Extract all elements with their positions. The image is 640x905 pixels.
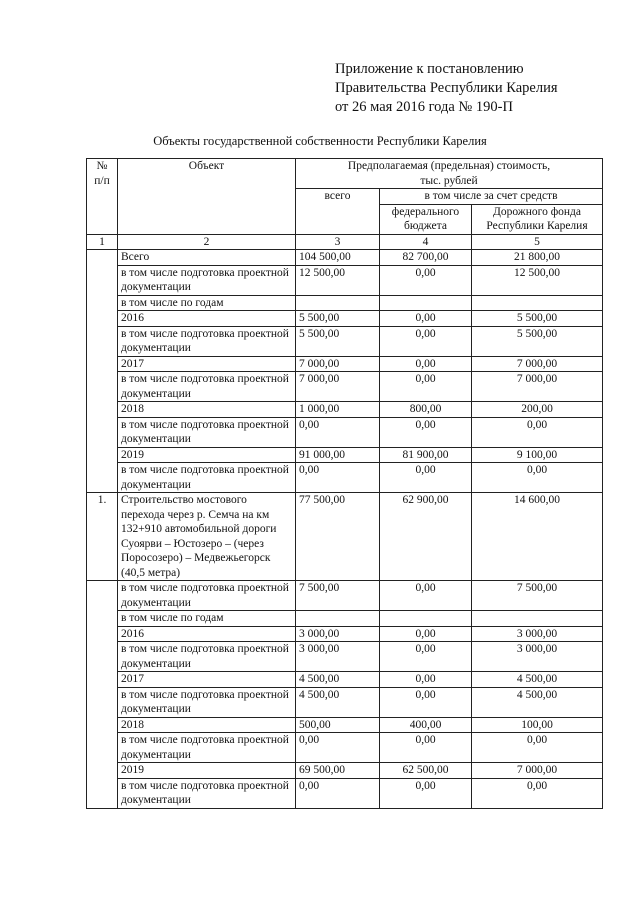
row-road-fund: 0,00 — [472, 417, 603, 447]
row-road-fund: 3 000,00 — [472, 626, 603, 642]
table-row — [87, 717, 603, 733]
column-number: 2 — [118, 234, 296, 250]
row-federal: 0,00 — [380, 356, 472, 372]
header-federal — [380, 204, 472, 234]
column-number: 5 — [472, 234, 603, 250]
row-road-fund: 7 000,00 — [472, 372, 603, 402]
row-road-fund — [472, 611, 603, 627]
row-label: в том числе подготовка проектной документации — [118, 326, 296, 356]
row-federal — [380, 611, 472, 627]
row-federal: 800,00 — [380, 402, 472, 418]
row-total: 4 500,00 — [296, 687, 380, 717]
header-num-text: № п/п — [94, 160, 110, 187]
row-road-fund: 7 500,00 — [472, 581, 603, 611]
row-federal: 0,00 — [380, 326, 472, 356]
row-federal: 62 500,00 — [380, 763, 472, 779]
row-road-fund: 5 500,00 — [472, 326, 603, 356]
row-label: 2018 — [118, 402, 296, 418]
table-row — [87, 626, 603, 642]
table-row — [87, 356, 603, 372]
table-row — [87, 326, 603, 356]
empty-num-cell — [87, 250, 118, 493]
header-object: Объект — [118, 159, 296, 235]
row-road-fund: 4 500,00 — [472, 672, 603, 688]
header-federal-text: федерального бюджета — [391, 205, 460, 232]
row-total: 0,00 — [296, 778, 380, 808]
row-federal: 0,00 — [380, 372, 472, 402]
row-federal: 0,00 — [380, 311, 472, 327]
row-label: 2019 — [118, 763, 296, 779]
row-road-fund: 5 500,00 — [472, 311, 603, 327]
row-label: 2016 — [118, 311, 296, 327]
row-federal: 0,00 — [380, 417, 472, 447]
row-road-fund: 3 000,00 — [472, 642, 603, 672]
row-federal: 0,00 — [380, 642, 472, 672]
header-num — [87, 159, 118, 235]
table-row — [87, 372, 603, 402]
header-total: всего — [296, 189, 380, 235]
table-row — [87, 733, 603, 763]
row-federal — [380, 295, 472, 311]
row-label: в том числе подготовка проектной документации — [118, 372, 296, 402]
row-label: в том числе по годам — [118, 611, 296, 627]
row-total — [296, 295, 380, 311]
row-label: 2016 — [118, 626, 296, 642]
row-road-fund: 7 000,00 — [472, 763, 603, 779]
table-row — [87, 402, 603, 418]
row-total: 4 500,00 — [296, 672, 380, 688]
table-row — [87, 417, 603, 447]
object-num: 1. — [87, 493, 118, 581]
header-road-fund-text: Дорожного фонда Республики Карелия — [486, 205, 588, 232]
row-federal: 0,00 — [380, 687, 472, 717]
document-title: Объекты государственной собственности Республики Карелия — [153, 134, 487, 148]
empty-num-cell — [87, 581, 118, 809]
header-cost — [296, 159, 603, 189]
attachment-line-1: Приложение к постановлению — [335, 61, 524, 77]
row-label: 2019 — [118, 447, 296, 463]
object-road-fund: 14 600,00 — [472, 493, 603, 581]
row-road-fund: 12 500,00 — [472, 265, 603, 295]
column-number: 1 — [87, 234, 118, 250]
table-row — [87, 311, 603, 327]
row-total: 3 000,00 — [296, 626, 380, 642]
attachment-line-2: Правительства Республики Карелия — [335, 80, 558, 96]
row-federal: 82 700,00 — [380, 250, 472, 266]
row-federal: 0,00 — [380, 626, 472, 642]
column-number: 3 — [296, 234, 380, 250]
row-total: 12 500,00 — [296, 265, 380, 295]
object-name: Строительство мостового перехода через р. Семча на км 132+910 автомобильной дороги Суоярви – Юстозеро – (через Поросозеро) – Медвежьегорск (40,5 метра) — [118, 493, 296, 581]
object-row — [87, 493, 603, 581]
row-total: 0,00 — [296, 463, 380, 493]
attachment-line-3: от 26 мая 2016 года № 190-П — [335, 99, 513, 115]
row-total: 7 000,00 — [296, 372, 380, 402]
row-road-fund: 9 100,00 — [472, 447, 603, 463]
table-row — [87, 687, 603, 717]
row-federal: 0,00 — [380, 581, 472, 611]
row-federal: 0,00 — [380, 733, 472, 763]
row-road-fund: 4 500,00 — [472, 687, 603, 717]
row-federal: 0,00 — [380, 463, 472, 493]
row-label: 2017 — [118, 356, 296, 372]
table-row — [87, 265, 603, 295]
header-cost-text: Предполагаемая (предельная) стоимость, тыс. рублей — [347, 160, 551, 187]
row-label: в том числе подготовка проектной документации — [118, 642, 296, 672]
row-label: в том числе подготовка проектной документации — [118, 778, 296, 808]
row-road-fund: 0,00 — [472, 463, 603, 493]
row-label: в том числе подготовка проектной документации — [118, 687, 296, 717]
header-road-fund — [472, 204, 603, 234]
row-federal: 400,00 — [380, 717, 472, 733]
object-federal: 62 900,00 — [380, 493, 472, 581]
row-road-fund: 200,00 — [472, 402, 603, 418]
row-label: в том числе подготовка проектной документации — [118, 581, 296, 611]
attachment-header — [335, 60, 558, 117]
object-total: 77 500,00 — [296, 493, 380, 581]
table-row — [87, 672, 603, 688]
row-total: 7 500,00 — [296, 581, 380, 611]
table-row — [87, 463, 603, 493]
row-road-fund: 7 000,00 — [472, 356, 603, 372]
row-label: 2018 — [118, 717, 296, 733]
row-road-fund: 0,00 — [472, 733, 603, 763]
table-row — [87, 778, 603, 808]
row-label: 2017 — [118, 672, 296, 688]
table-row — [87, 581, 603, 611]
table-row — [87, 250, 603, 266]
row-total: 0,00 — [296, 417, 380, 447]
header-including: в том числе за счет средств — [380, 189, 603, 205]
row-total: 5 500,00 — [296, 311, 380, 327]
row-road-fund — [472, 295, 603, 311]
row-road-fund: 0,00 — [472, 778, 603, 808]
row-label: Всего — [118, 250, 296, 266]
row-label: в том числе подготовка проектной документации — [118, 463, 296, 493]
row-total: 104 500,00 — [296, 250, 380, 266]
row-label: в том числе подготовка проектной документации — [118, 733, 296, 763]
row-federal: 0,00 — [380, 672, 472, 688]
row-total: 0,00 — [296, 733, 380, 763]
row-total — [296, 611, 380, 627]
row-total: 91 000,00 — [296, 447, 380, 463]
column-numbers-row — [87, 234, 603, 250]
objects-table — [86, 158, 603, 809]
column-number: 4 — [380, 234, 472, 250]
table-row — [87, 295, 603, 311]
table-body — [87, 250, 603, 809]
table-row — [87, 763, 603, 779]
row-total: 7 000,00 — [296, 356, 380, 372]
row-total: 69 500,00 — [296, 763, 380, 779]
row-total: 5 500,00 — [296, 326, 380, 356]
table-row — [87, 447, 603, 463]
row-total: 500,00 — [296, 717, 380, 733]
row-road-fund: 100,00 — [472, 717, 603, 733]
row-label: в том числе подготовка проектной документации — [118, 417, 296, 447]
table-row — [87, 611, 603, 627]
row-total: 1 000,00 — [296, 402, 380, 418]
row-road-fund: 21 800,00 — [472, 250, 603, 266]
row-label: в том числе по годам — [118, 295, 296, 311]
row-federal: 0,00 — [380, 778, 472, 808]
row-federal: 81 900,00 — [380, 447, 472, 463]
row-label: в том числе подготовка проектной документации — [118, 265, 296, 295]
row-total: 3 000,00 — [296, 642, 380, 672]
row-federal: 0,00 — [380, 265, 472, 295]
table-row — [87, 642, 603, 672]
